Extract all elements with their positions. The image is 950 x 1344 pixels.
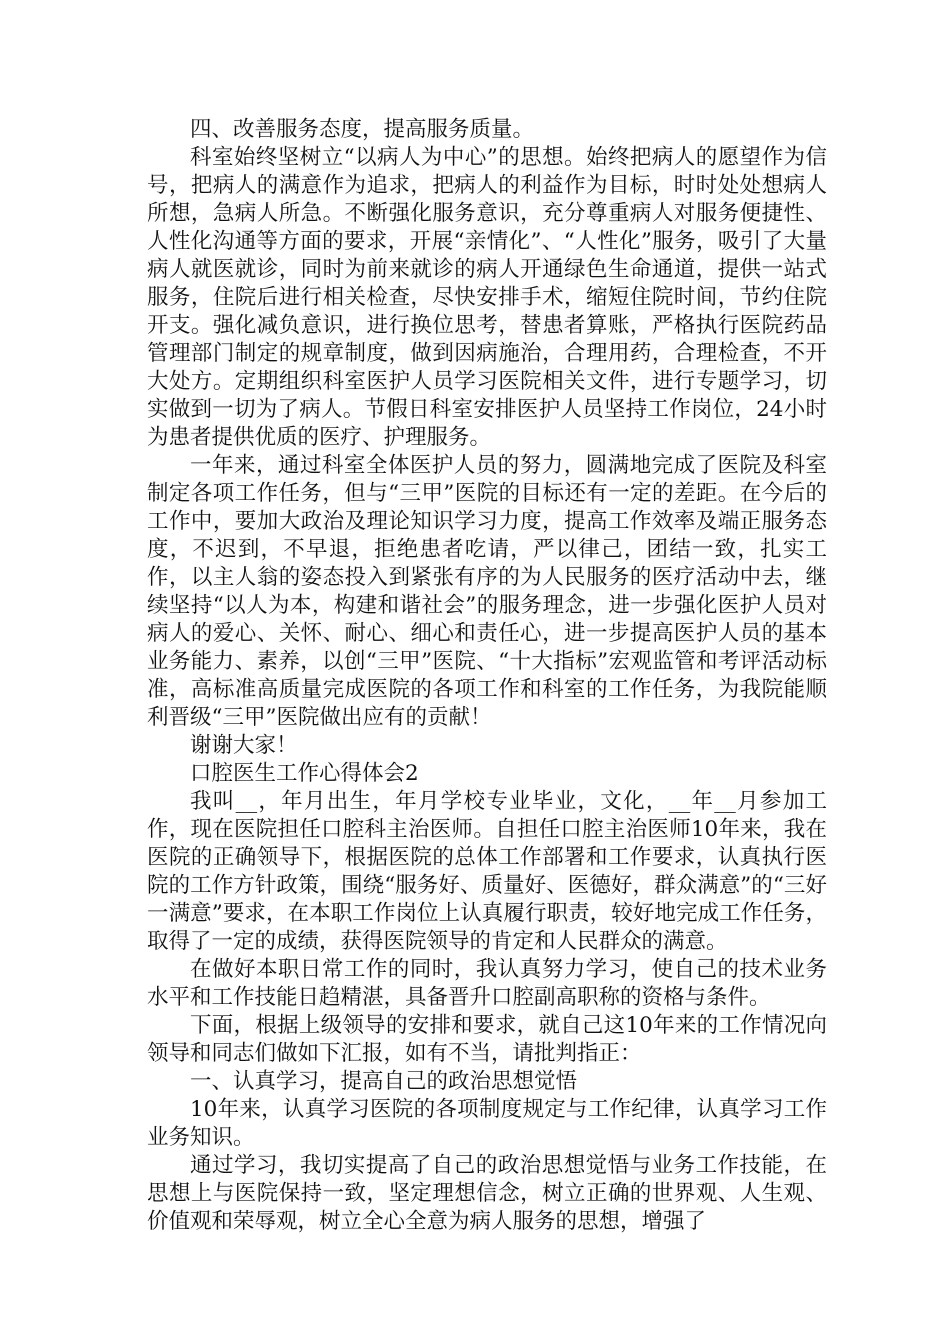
section-heading-political-awareness: 一、认真学习，提高自己的政治思想觉悟 <box>190 1069 578 1094</box>
paragraph-patient-centered: 科室始终坚树立“以病人为中心”的思想。始终把病人的愿望作为信号，把病人的满意作为追求，把病人的利益作为目标，时时处处想病人所想，急病人所急。不断强化服务意识，充分尊重病人对服务便捷性、人性化沟通等方面的要求，开展“亲情化”、“人性化”服务，吸引了大量病人就医就诊，同时为前来就诊的病人开通绿色生命通道，提供一站式服务，住院后进行相关检查，尽快安排手术，缩短住院时间，节约住院开支。强化减负意识，进行换位思考，替患者算账，严格执行医院药品管理部门制定的规章制度，做到因病施治，合理用药，合理检查，不开大处方。定期组织科室医护人员学习医院相关文件，进行专题学习，切实做到一切为了病人。节假日科室安排医护人员坚持工作岗位，24小时为患者提供优质的医疗、护理服务。 <box>147 145 827 450</box>
paragraph-study-results: 通过学习，我切实提高了自己的政治思想觉悟与业务工作技能，在思想上与医院保持一致，坚定理想信念，树立正确的世界观、人生观、价值观和荣辱观，树立全心全意为病人服务的思想，增强了 <box>147 1153 827 1234</box>
paragraph-report-intro: 下面，根据上级领导的安排和要求，就自己这10年来的工作情况向领导和同志们做如下汇报，如有不当，请批判指正： <box>147 1013 827 1066</box>
paragraph-year-summary: 一年来，通过科室全体医护人员的努力，圆满地完成了医院及科室制定各项工作任务，但与“三甲”医院的目标还有一定的差距。在今后的工作中，要加大政治及理论知识学习力度，提高工作效率及端正服务态度，不迟到，不早退，拒绝患者吃请，严以律己，团结一致，扎实工作，以主人翁的姿态投入到紧张有序的为人民服务的医疗活动中去，继续坚持“以人为本，构建和谐社会”的服务理念，进一步强化医护人员对病人的爱心、关怀、耐心、细心和责任心，进一步提高医护人员的基本业务能力、素养，以创“三甲”医院、“十大指标”宏观监管和考评活动标准，高标准高质量完成医院的各项工作和科室的工作任务，为我院能顺利晋级“三甲”医院做出应有的贡献！ <box>147 453 827 730</box>
paragraph-study-effort: 在做好本职日常工作的同时，我认真努力学习，使自己的技术业务水平和工作技能日趋精湛，具备晋升口腔副高职称的资格与条件。 <box>147 957 827 1010</box>
paragraph-self-introduction: 我叫__，年月出生，年月学校专业毕业，文化，__年__月参加工作，现在医院担任口腔科主治医师。自担任口腔主治医师10年来，我在医院的正确领导下，根据医院的总体工作部署和工作要求，认真执行医院的工作方针政策，围绕“服务好、质量好、医德好，群众满意”的“三好一满意”要求，在本职工作岗位上认真履行职责，较好地完成工作任务，取得了一定的成绩，获得医院领导的肯定和人民群众的满意。 <box>147 789 827 954</box>
thanks-line: 谢谢大家！ <box>190 733 298 758</box>
document-page <box>147 116 827 1236</box>
paragraph-ten-years-study: 10年来，认真学习医院的各项制度规定与工作纪律，认真学习工作业务知识。 <box>147 1097 827 1150</box>
section-heading-service-attitude: 四、改善服务态度，提高服务质量。 <box>190 117 535 142</box>
article-title-2: 口腔医生工作心得体会2 <box>190 761 419 786</box>
